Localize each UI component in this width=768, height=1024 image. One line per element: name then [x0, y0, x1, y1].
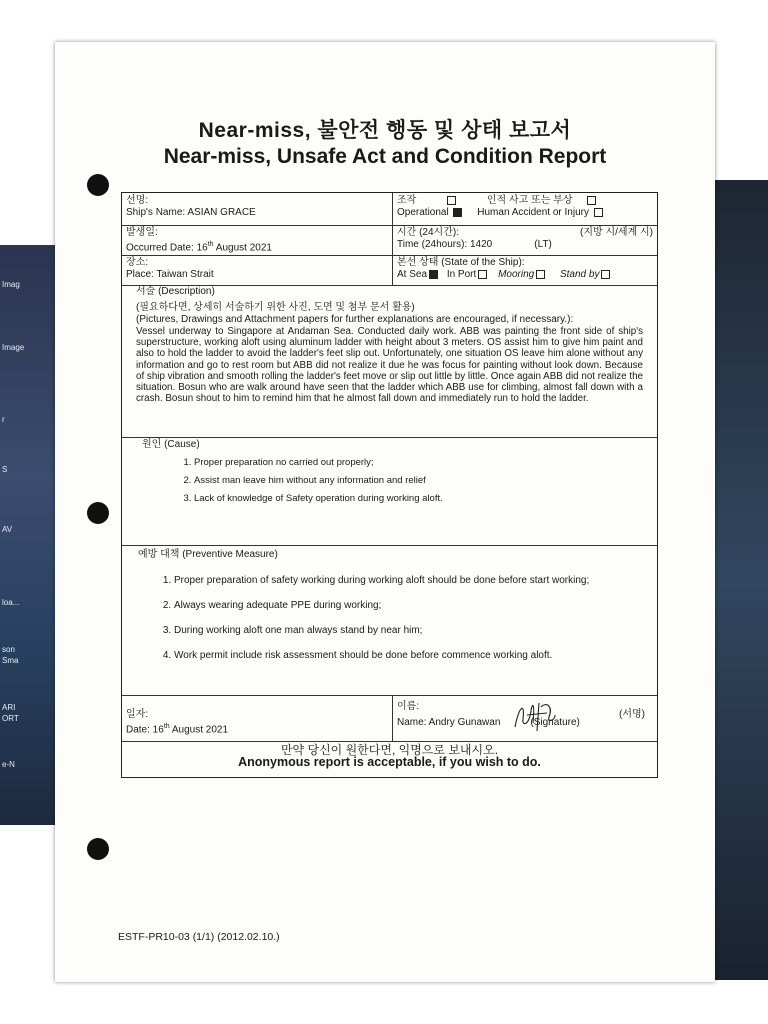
title-english: Near-miss, Unsafe Act and Condition Report — [163, 145, 607, 168]
preventive-item: 3. During working aloft one man always stand by near him; — [174, 625, 641, 637]
signature-label: (Signature) — [530, 717, 580, 728]
place-value: Place: Taiwan Strait — [126, 269, 214, 280]
desktop-label: AV — [2, 525, 13, 534]
cause-item: 2. Assist man leave him without any information and relief — [194, 475, 637, 487]
state-stand-by-checkbox[interactable] — [601, 270, 610, 279]
row-place-state — [122, 255, 657, 286]
row-ship-category — [122, 193, 657, 226]
occurred-date-suffix: th — [207, 241, 214, 248]
desktop-label: loa... — [2, 598, 20, 607]
title-korean: Near-miss, 불안전 행동 및 상태 보고서 — [198, 119, 572, 142]
row-sign — [122, 695, 657, 742]
human-label-ko: 인적 사고 또는 부상 — [486, 195, 573, 206]
report-form — [121, 192, 658, 778]
state-in-port-label: In Port — [446, 269, 477, 280]
desktop-label: ORT — [2, 714, 19, 723]
time-value: Time (24hours): 1420 — [397, 239, 493, 250]
preventive-section — [122, 545, 657, 696]
state-stand-by-label: Stand by — [559, 269, 600, 280]
state-in-port-checkbox[interactable] — [478, 270, 487, 279]
desktop-label: son — [2, 645, 15, 654]
state-at-sea-checkbox[interactable] — [429, 270, 438, 279]
human-label: Human Accident or Injury — [477, 207, 589, 218]
reporter-name: Name: Andry Gunawan — [397, 717, 501, 728]
preventive-heading: 예방 대책 (Preventive Measure) — [138, 549, 278, 560]
punch-hole — [87, 174, 109, 196]
sign-date-day: Date: 16 — [126, 724, 164, 736]
desktop-label: ARI — [2, 703, 16, 712]
signature-drawing — [511, 697, 557, 733]
operational-label-ko: 조작 — [397, 195, 417, 206]
state-at-sea-label: At Sea — [397, 269, 428, 280]
anonymous-english: Anonymous report is acceptable, if you wish to do. — [238, 755, 541, 769]
place-label-ko: 장소: — [126, 257, 149, 268]
description-hint-en: (Pictures, Drawings and Attachment papers for further explanations are encouraged, if necessary.): — [136, 314, 574, 325]
desktop-label: e-N — [2, 760, 15, 769]
cause-item: 3. Lack of knowledge of Safety operation during working aloft. — [194, 493, 637, 505]
cause-heading: 원인 (Cause) — [142, 439, 200, 450]
punch-hole — [87, 502, 109, 524]
anonymous-korean: 만약 당신이 원한다면, 익명으로 보내시오. — [280, 743, 499, 757]
desktop-label: r — [2, 415, 5, 424]
desktop-label: Sma — [2, 656, 19, 665]
cause-item: 1. Proper preparation no carried out properly; — [194, 457, 637, 469]
name-label-ko: 이름: — [397, 701, 420, 712]
description-hint-ko: (필요하다면, 상세히 서술하기 위한 사진, 도면 및 첨부 문서 활용) — [136, 302, 415, 313]
ship-label-ko: 선명: — [126, 195, 149, 206]
occurred-date — [126, 239, 388, 254]
occurred-date-rest: August 2021 — [213, 242, 272, 254]
ship-name: Ship's Name: ASIAN GRACE — [126, 207, 256, 218]
row-date-time — [122, 225, 657, 256]
ship-state-label: 본선 상태 (State of the Ship): — [397, 257, 525, 268]
desktop-label: Image — [2, 343, 25, 352]
description-heading: 서술 (Description) — [136, 286, 215, 297]
human-checkbox-ko — [587, 196, 596, 205]
preventive-item: 4. Work permit include risk assessment should be done before commence working aloft. — [174, 650, 641, 662]
form-code: ESTF-PR10-03 (1/1) (2012.02.10.) — [118, 931, 280, 943]
state-mooring-checkbox[interactable] — [536, 270, 545, 279]
sign-date-rest: August 2021 — [169, 724, 229, 736]
sign-date — [126, 721, 388, 736]
time-zone: (LT) — [534, 239, 552, 250]
desktop-background-right — [708, 180, 768, 980]
time-zone-ko: (지방 시/세계 시) — [580, 227, 653, 238]
desktop-label: Imag — [2, 280, 20, 289]
desktop-label: S — [2, 465, 8, 474]
preventive-item: 2. Always wearing adequate PPE during working; — [174, 600, 641, 612]
operational-label: Operational — [397, 207, 449, 218]
report-paper — [55, 42, 715, 982]
anonymous-notice — [122, 741, 657, 777]
cause-section — [122, 437, 657, 546]
state-mooring-label: Mooring — [498, 269, 535, 280]
time-label-ko: 시간 (24시간): — [397, 227, 459, 238]
description-text: Vessel underway to Singapore at Andaman Sea. Conducted daily work. ABB was painting the front side of ship's superstructure, working aloft using aluminum ladder with height about 3 meters. OS assist him to give him paint and also to hold the ladder to avoid the ladder's feet slip out. Unfortunately, one situation OS leave him alone without any information and go to rest room but ABB did not realize it due he was focus for painting without look down. Because of ship vibration and smooth rolling the ladder's feet move or slip out little by little. Once again ABB did not realize the situation. Bosun who are walk around have seen that the ladder which ABB use for climbing, almost fall down with a crash. Bosun shout to him to remind him that he almost fall down and immediately run to hold the ladder. — [136, 326, 643, 405]
signature-label-ko: (서명) — [619, 709, 645, 720]
punch-hole — [87, 838, 109, 860]
preventive-item: 1. Proper preparation of safety working during working aloft should be done before start working; — [174, 575, 641, 587]
date-label-ko: 발생일: — [126, 227, 158, 238]
sign-date-label-ko: 일자: — [126, 709, 149, 720]
sign-date-suffix: th — [163, 723, 170, 730]
operational-checkbox[interactable] — [453, 208, 462, 217]
operational-checkbox-ko — [447, 196, 456, 205]
human-checkbox[interactable] — [594, 208, 603, 217]
occurred-date-day: Occurred Date: 16 — [126, 242, 208, 254]
description-section — [122, 285, 657, 438]
